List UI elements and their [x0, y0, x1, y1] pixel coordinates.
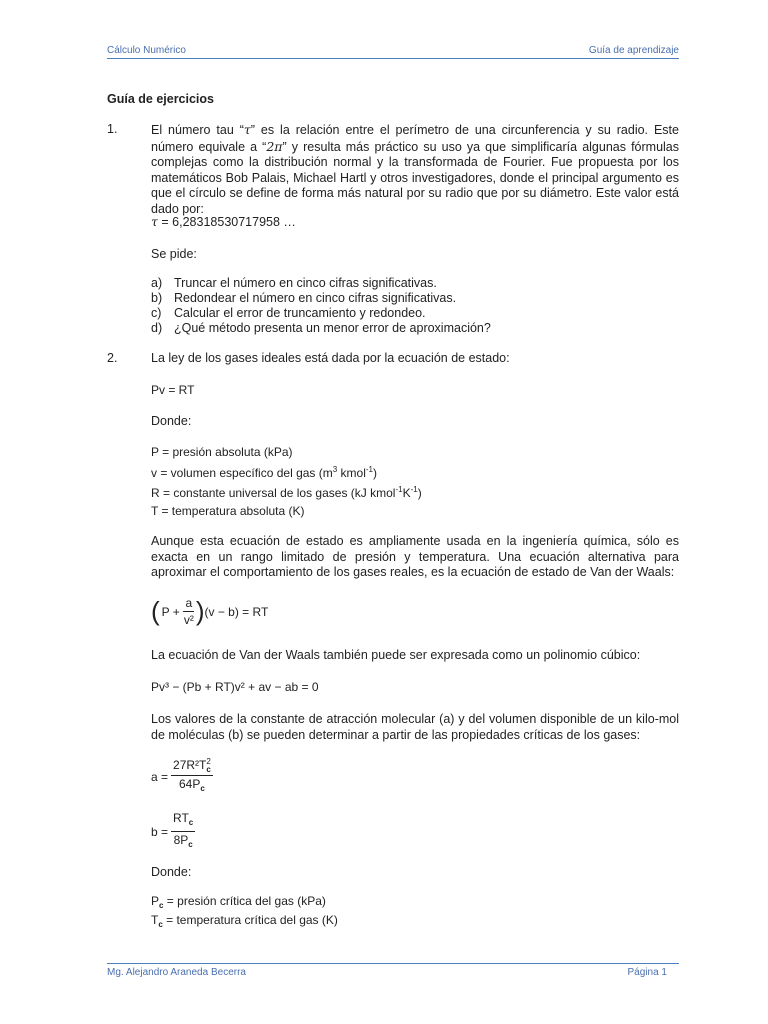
- tau-symbol: τ: [243, 122, 251, 137]
- se-pide-label: Se pide:: [151, 247, 197, 261]
- list-item: a): [151, 276, 163, 290]
- def-volume: v = volumen específico del gas ($m^3$ kmol$^{-1}$): [151, 465, 378, 480]
- footer-author: Mg. Alejandro Araneda Becerra: [107, 967, 246, 978]
- exercise-2-intro: La ley de los gases ideales está dada por la ecuación de estado:: [151, 351, 510, 365]
- tau-value: τ = 6,28318530717958 …: [151, 214, 296, 229]
- list-item-text: Redondear el número en cinco cifras significativas.: [174, 291, 457, 305]
- list-item-text: Truncar el número en cinco cifras significativas.: [174, 276, 437, 290]
- paragraph-van-der-waals: Aunque esta ecuación de estado es ampliamente usada en la ingeniería química, sólo es exacta en un rango limitado de presión y temperatura. Una ecuación alternativa para aproximar el comportamiento de los gases reales, es la ecuación de estado de Van der Waals:: [151, 534, 679, 579]
- paragraph-cubic: La ecuación de Van der Waals también puede ser expresada como un polinomio cúbico:: [151, 648, 641, 662]
- header-course-title: Cálculo Numérico: [107, 45, 186, 56]
- def-critical-temperature: $T_c$ = temperatura crítica del gas (K): [151, 913, 338, 929]
- list-item: d): [151, 321, 163, 335]
- donde-label: Donde:: [151, 414, 192, 428]
- exercise-2-number: 2.: [107, 351, 118, 365]
- def-pressure: P = presión absoluta (kPa): [151, 445, 293, 459]
- list-item: b): [151, 291, 163, 305]
- header-guide-title: Guía de aprendizaje: [588, 45, 679, 56]
- cubic-equation: Pv³ − (Pb + RT)v² + av − ab = 0: [151, 680, 319, 694]
- exercise-1-statement: El número tau “τ” es la relación entre el perímetro de una circunferencia y su radio. Este número equivale a “2π” y resulta más práctico su uso ya que simplificaría algunas fórmulas complejas como la distribución normal y la transformada de Fourier. Fue propuesta por los matemáticos Bob Palais, Michael Hartl y otros investigadores, donde el principal argumento es que el círculo se define de forma más natural por su radio que por su diámetro. Este valor está dado por:: [151, 122, 680, 216]
- footer-page-number: Página 1: [627, 967, 667, 978]
- footer-rule: [107, 963, 679, 964]
- list-item: c): [151, 306, 162, 320]
- list-item-text: Calcular el error de truncamiento y redondeo.: [174, 306, 426, 320]
- equation-b: b = $\frac{RT_c}{8P_c}$: [151, 811, 194, 849]
- def-critical-pressure: $P_c$ = presión crítica del gas (kPa): [151, 894, 326, 910]
- page-title: Guía de ejercicios: [107, 92, 214, 106]
- header-rule: [107, 58, 679, 59]
- list-item-text: ¿Qué método presenta un menor error de aproximación?: [174, 321, 491, 335]
- donde-label-2: Donde:: [151, 865, 192, 879]
- def-gas-constant: R = constante universal de los gases (kJ $kmol^{-1}K^{-1}$): [151, 485, 422, 500]
- van-der-waals-equation: ( P + $\frac{a}{\text{v²}}$ ) (v − b) = RT: [151, 596, 269, 627]
- exercise-1-number: 1.: [107, 122, 118, 136]
- def-temperature: T = temperatura absoluta (K): [151, 504, 305, 518]
- equation-a: a = 27R²T 2 c $64P_c$: [151, 757, 211, 793]
- paragraph-critical-properties: Los valores de la constante de atracción molecular (a) y del volumen disponible de un kilo-mol de moléculas (b) se pueden determinar a partir de las propiedades críticas de los gases:: [151, 712, 679, 742]
- ideal-gas-equation: Pv = RT: [151, 383, 195, 397]
- two-pi-symbol: 2π: [266, 138, 283, 154]
